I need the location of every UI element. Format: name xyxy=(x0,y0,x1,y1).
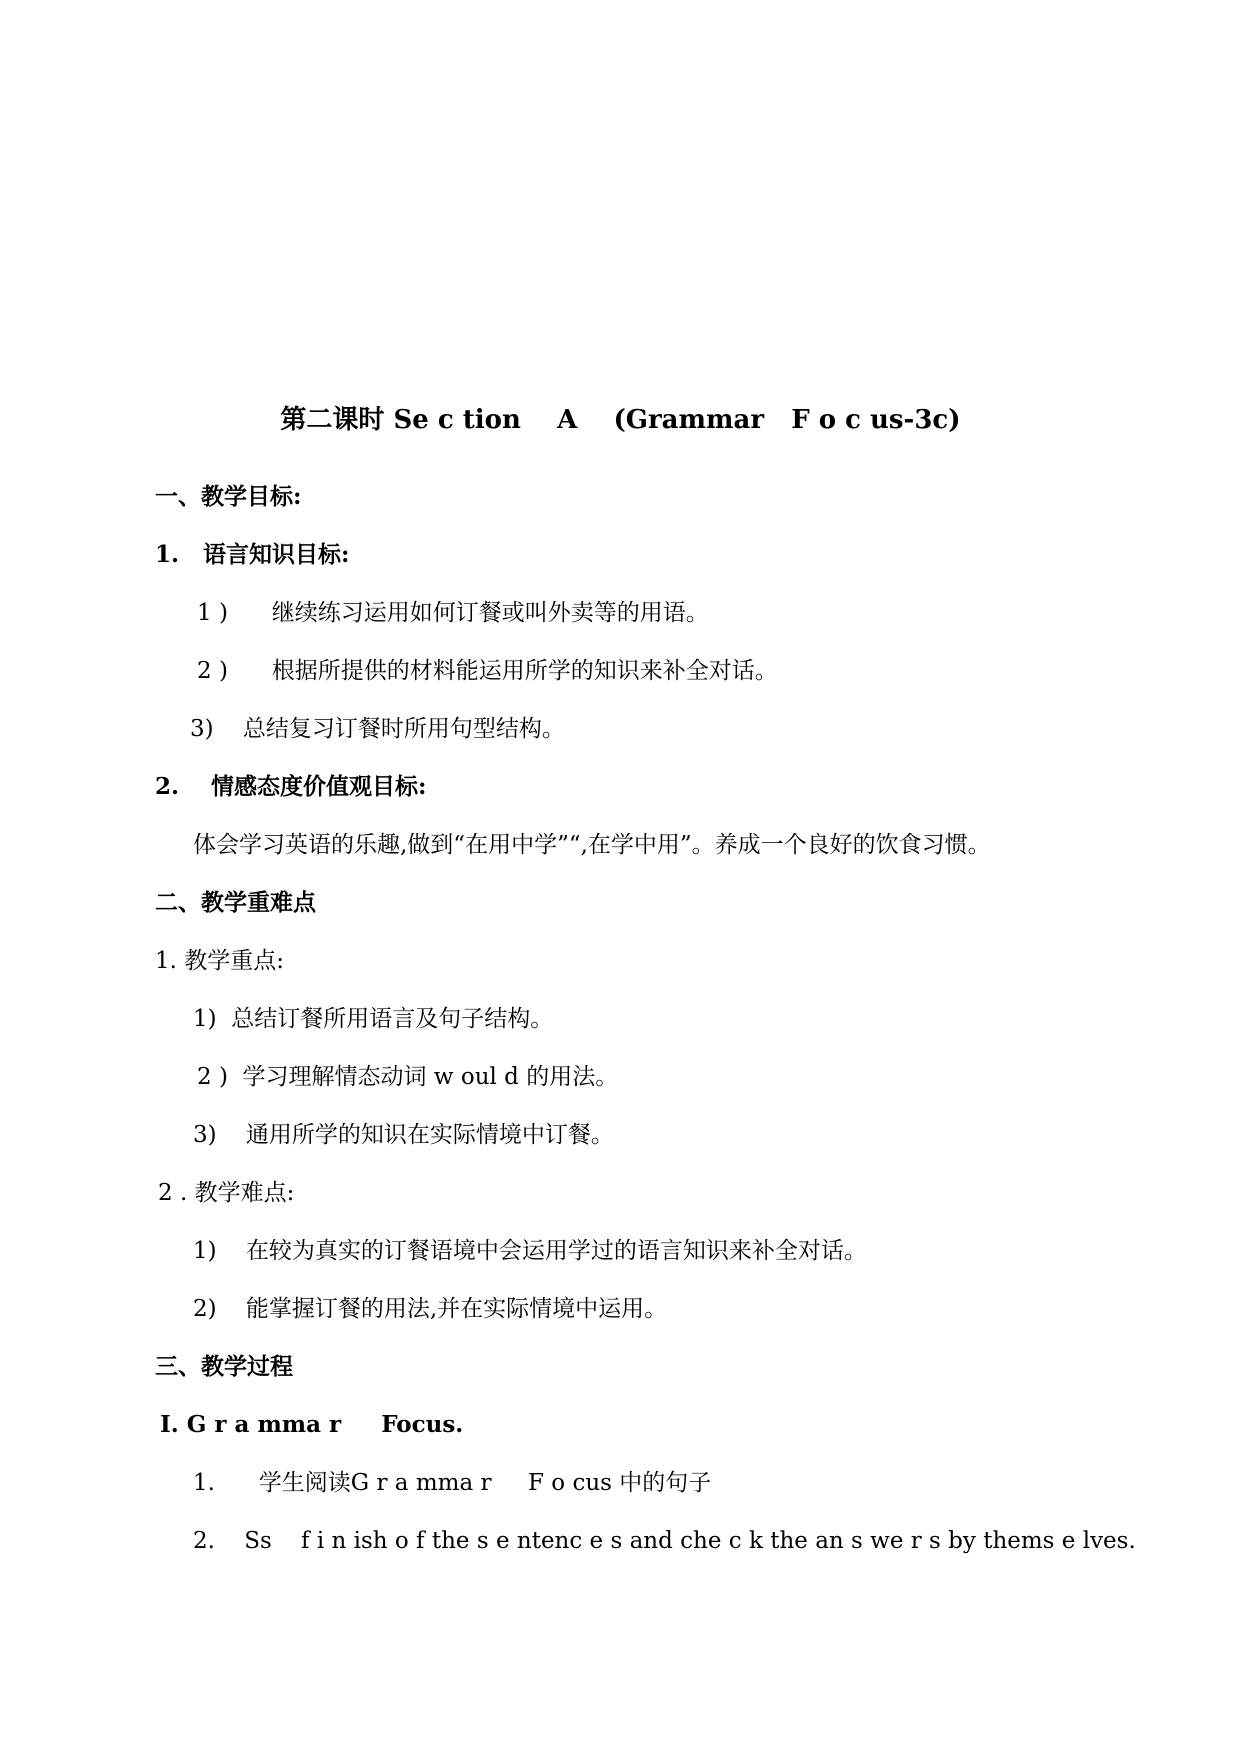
list-item: 3) 通用所学的知识在实际情境中订餐。 xyxy=(193,1122,614,1148)
list-item: 1) 总结订餐所用语言及句子结构。 xyxy=(193,1006,554,1032)
subheading-difficult-points: 2 . 教学难点: xyxy=(158,1180,295,1206)
page-title: 第二课时 Se c tion A (Grammar F o c us-3c) xyxy=(280,405,961,435)
subheading-language-knowledge: 1. 语言知识目标: xyxy=(155,541,350,568)
list-item: 2 ) 学习理解情态动词 w oul d 的用法。 xyxy=(197,1064,619,1090)
section-heading-process: 三、教学过程 xyxy=(155,1353,293,1380)
subheading-key-points: 1. 教学重点: xyxy=(155,948,285,974)
list-item: 2. Ss f i n ish o f the s e ntenc e s and che c k the an s we r s by thems e lves. xyxy=(193,1528,1136,1554)
list-item: 1 ) 继续练习运用如何订餐或叫外卖等的用语。 xyxy=(197,600,709,626)
section-heading-key-points: 二、教学重难点 xyxy=(155,889,316,916)
paragraph: 体会学习英语的乐趣,做到“在用中学”“,在学中用”。养成一个良好的饮食习惯。 xyxy=(193,832,991,858)
list-item: 2) 能掌握订餐的用法,并在实际情境中运用。 xyxy=(193,1296,668,1322)
list-item: 1) 在较为真实的订餐语境中会运用学过的语言知识来补全对话。 xyxy=(193,1238,867,1264)
list-item: 2 ) 根据所提供的材料能运用所学的知识来补全对话。 xyxy=(197,658,778,684)
subheading-grammar-focus: Ⅰ. G r a mma r Focus. xyxy=(160,1411,464,1438)
section-heading-objectives: 一、教学目标: xyxy=(155,483,302,510)
list-item: 3) 总结复习订餐时所用句型结构。 xyxy=(190,716,565,742)
list-item: 1. 学生阅读G r a mma r F o cus 中的句子 xyxy=(193,1470,712,1496)
subheading-emotional-goals: 2. 情感态度价值观目标: xyxy=(155,773,427,800)
